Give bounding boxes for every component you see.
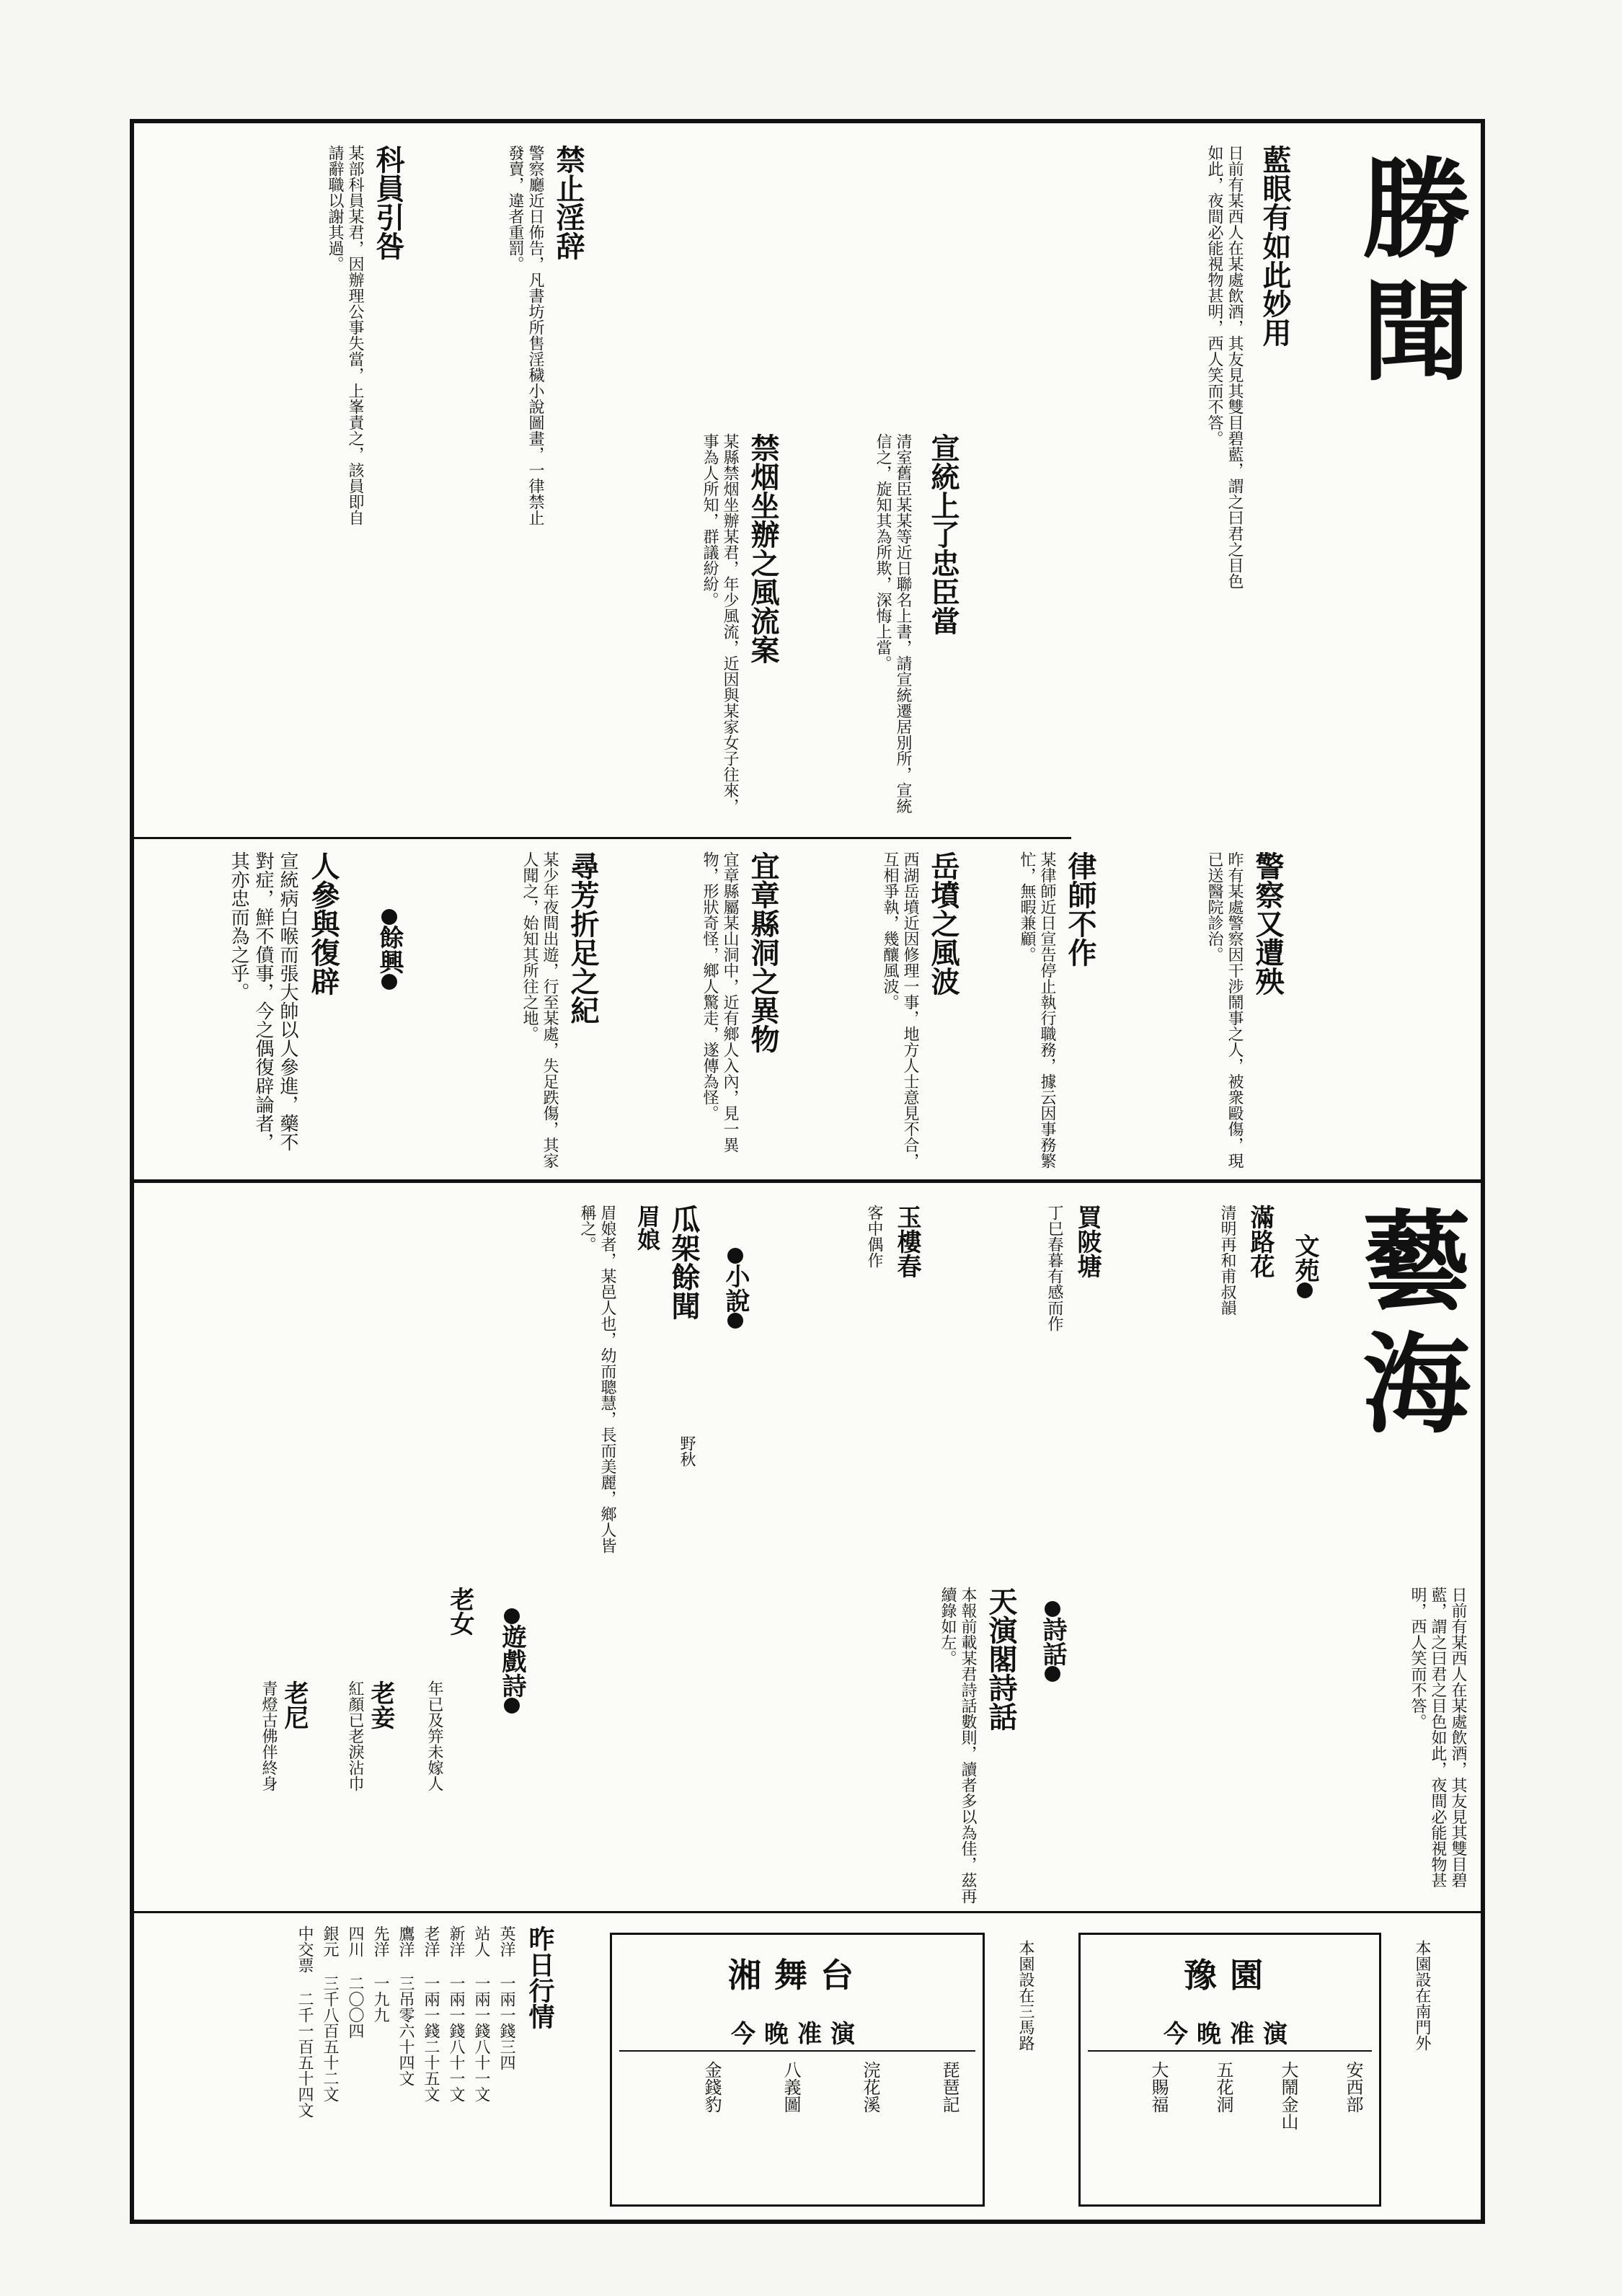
article-headline: 科員引咎 bbox=[371, 145, 404, 260]
article-headline: 尋芳折足之紀 bbox=[566, 851, 599, 1024]
story-subtitle: 眉娘 bbox=[634, 1205, 661, 1251]
ad-yuyuan bbox=[1078, 1933, 1381, 2207]
poem-title: 老妾 bbox=[366, 1680, 395, 1729]
article-body-right: 日前有某西人在某處飲酒，其友見其雙目碧藍，謂之曰君之目色如此，夜間必能視物甚明，西人笑而不答。 bbox=[1409, 1587, 1467, 1888]
article-body: 清室舊臣某某等近日聯名上書，請宣統遷居別所，宣統信之，旋知其為所欺，深悔上當。 bbox=[874, 433, 912, 814]
market-row: 站人 一兩一錢八十一文 bbox=[472, 1925, 490, 2102]
market-row: 中交票 二千一百五十四文 bbox=[296, 1925, 314, 2118]
article-headline: 警察又遭殃 bbox=[1251, 851, 1284, 996]
bullet-icon bbox=[381, 909, 397, 925]
market-row: 先洋 一九九 bbox=[371, 1925, 389, 2023]
article-body: 某少年夜間出遊，行至某處，失足跌傷，其家人聞之，始知其所往之地。 bbox=[520, 851, 559, 1169]
market-row: 英洋 一兩一錢三四 bbox=[497, 1925, 515, 2070]
ad-subtitle: 今晚准演 bbox=[731, 2020, 864, 2049]
bullet-icon bbox=[1297, 1282, 1313, 1298]
section-tag-wenyuan: 文苑 bbox=[1288, 1233, 1323, 1421]
section-tag-shihua: 詩話 bbox=[1035, 1601, 1071, 1760]
ad-item: 琵琶記 bbox=[939, 2061, 960, 2113]
article-body: 某律師近日宣告停止執行職務，據云因事務繁忙，無暇兼顧。 bbox=[1018, 851, 1056, 1169]
market-title: 昨日行情 bbox=[525, 1925, 554, 2029]
article-headline: 禁止淫辞 bbox=[551, 145, 585, 260]
article-body: 警察廳近日佈告，凡書坊所售淫穢小說圖畫，一律禁止發賣，違者重罰。 bbox=[506, 145, 544, 526]
ad-rule bbox=[619, 2050, 975, 2052]
market-row: 銀元 三千八百五十二文 bbox=[321, 1925, 339, 2102]
section-tag-xiaoshuo: 小說 bbox=[718, 1248, 753, 1392]
newspaper-page bbox=[130, 119, 1485, 2224]
poem-title: 老女 bbox=[446, 1587, 474, 1636]
bullet-icon bbox=[1045, 1601, 1060, 1617]
market-row: 新洋 一兩一錢八十一文 bbox=[447, 1925, 465, 2102]
ad-note: 本園設在南門外 bbox=[1413, 1940, 1431, 2051]
ad-rule bbox=[1088, 2050, 1372, 2052]
article-headline: 宣統上了忠臣當 bbox=[926, 433, 960, 635]
section-title-shengwen: 勝聞 bbox=[1344, 152, 1469, 397]
bullet-icon bbox=[1045, 1666, 1060, 1682]
ad-item: 金錢豹 bbox=[701, 2061, 722, 2113]
poem-subtitle: 清明再和甫叔韻 bbox=[1218, 1205, 1236, 1316]
article-body: 日前有某西人在某處飲酒，其友見其雙目碧藍，謂之曰君之目色如此，夜間必能視物甚明，西人笑而不答。 bbox=[1205, 145, 1244, 589]
ad-note: 本園設在三馬路 bbox=[1016, 1940, 1034, 2051]
bullet-icon bbox=[727, 1248, 743, 1264]
article-body: 昨有某處警察因干涉鬧事之人，被衆毆傷，現已送醫院診治。 bbox=[1205, 851, 1244, 1169]
lower-band-divider bbox=[134, 1911, 1481, 1913]
poem-body: 青燈古佛伴終身 bbox=[260, 1680, 278, 1791]
article-body: 本報前載某君詩話數則，讀者多以為佳，茲再續錄如左。 bbox=[939, 1587, 977, 1904]
ad-item: 五花洞 bbox=[1213, 2061, 1233, 2113]
poem-body: 年已及笄未嫁人 bbox=[425, 1680, 443, 1791]
article-headline: 禁烟坐辦之風流案 bbox=[746, 433, 779, 664]
article-headline: 宜章縣洞之異物 bbox=[746, 851, 779, 1053]
poem-title: 滿路花 bbox=[1246, 1205, 1275, 1278]
bullet-icon bbox=[504, 1698, 520, 1714]
poem-subtitle: 客中偶作 bbox=[865, 1205, 883, 1268]
article-body: 宣統病白喉而張大帥以人參進，藥不對症，鮮不僨事，今之偶復辟論者，其亦忠而為之乎。 bbox=[228, 851, 298, 1151]
article-body: 某部科員某君，因辦理公事失當，上峯責之，該員即自請辭職以謝其過。 bbox=[326, 145, 364, 526]
section-title-yihai: 藝海 bbox=[1344, 1205, 1469, 1450]
upper-row-divider bbox=[134, 837, 1071, 839]
ad-title: 豫園 bbox=[1184, 1956, 1276, 1995]
ad-xiangwutai bbox=[610, 1933, 985, 2207]
market-row: 四川 二〇〇四 bbox=[346, 1925, 364, 2039]
ad-title: 湘舞台 bbox=[728, 1956, 867, 1995]
poem-body: 紅顏已老淚沾巾 bbox=[346, 1680, 364, 1791]
article-headline: 人參與復辟 bbox=[306, 851, 340, 996]
article-headline: 岳墳之風波 bbox=[926, 851, 960, 996]
section-tag-youxishi: 遊戲詩 bbox=[495, 1608, 530, 1825]
ad-item: 浣花溪 bbox=[860, 2061, 880, 2113]
poem-title: 玉樓春 bbox=[892, 1205, 921, 1278]
section-divider bbox=[134, 1179, 1481, 1183]
poem-subtitle: 丁巳春暮有感而作 bbox=[1045, 1205, 1063, 1331]
section-tag-yuxing: 餘興 bbox=[372, 909, 407, 1125]
article-headline: 律師不作 bbox=[1063, 851, 1096, 967]
ad-item: 安西部 bbox=[1343, 2061, 1363, 2113]
ad-subtitle: 今晚准演 bbox=[1164, 2020, 1296, 2049]
bullet-icon bbox=[504, 1608, 520, 1624]
article-body: 宜章縣屬某山洞中，近有鄉人入內，見一異物，形狀奇怪，鄉人驚走，遂傳為怪。 bbox=[701, 851, 739, 1153]
article-body: 某縣禁烟坐辦某君，年少風流，近因與某家女子往來，事為人所知，群議紛紛。 bbox=[701, 433, 739, 814]
article-body: 西湖岳墳近因修理一事，地方人士意見不合，互相爭執，幾釀風波。 bbox=[881, 851, 919, 1169]
poem-title: 老尼 bbox=[280, 1680, 309, 1729]
market-row: 老洋 一兩一錢二十五文 bbox=[422, 1925, 440, 2102]
story-author: 野秋 bbox=[678, 1435, 696, 1467]
article-headline: 藍眼有如此妙用 bbox=[1258, 145, 1291, 347]
bullet-icon bbox=[727, 1313, 743, 1329]
article-headline: 天演閣詩話 bbox=[984, 1587, 1017, 1731]
ad-item: 八義圖 bbox=[781, 2061, 801, 2113]
ad-item: 大鬧金山 bbox=[1278, 2061, 1298, 2130]
market-row: 鷹洋 三吊零六十四文 bbox=[396, 1925, 415, 2086]
ad-item: 大賜福 bbox=[1148, 2061, 1169, 2113]
story-title: 瓜架餘聞 bbox=[667, 1205, 700, 1320]
poem-title: 買陂塘 bbox=[1073, 1205, 1102, 1278]
bullet-icon bbox=[381, 974, 397, 990]
story-body: 眉娘者，某邑人也，幼而聰慧，長而美麗，鄉人皆稱之。 bbox=[578, 1205, 616, 1553]
